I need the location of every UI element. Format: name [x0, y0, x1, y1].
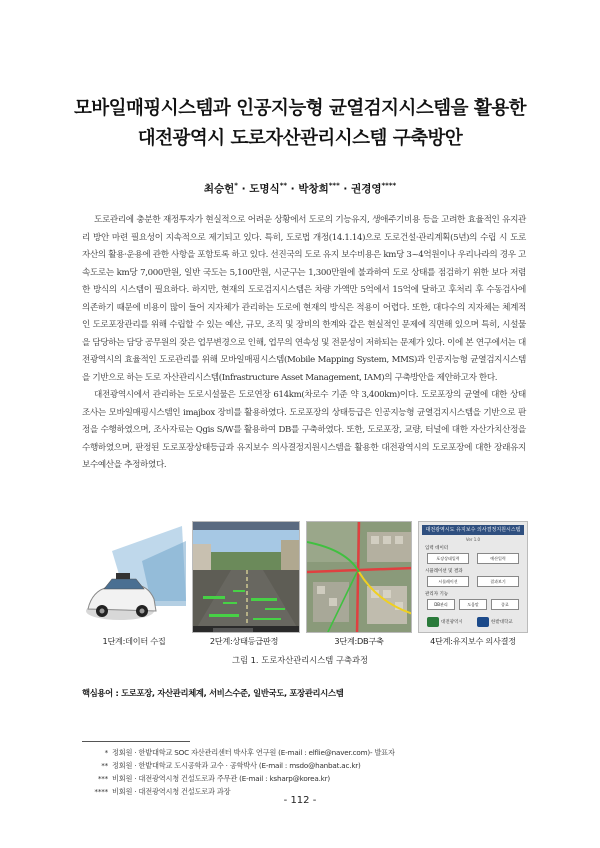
footnote-1: * 정회원 · 한밭대학교 SOC 자산관리센터 박사후 연구원 (E-mail : elflie@naver.com)- 발표자: [104, 748, 395, 757]
page-number: - 112 -: [283, 795, 317, 806]
author-name: 도명식: [249, 183, 280, 195]
ui-section-simulation: 시뮬레이션 및 결과: [425, 569, 463, 574]
footnote-3: *** 비회원 · 대전광역시청 건설도로과 주무관 (E-mail : ksharp@korea.kr): [97, 774, 330, 783]
paragraph-1: 도로관리에 충분한 재정투자가 현실적으로 어려운 상황에서 도로의 기능유지, 생애주기비용 등을 고려한 효율적인 유지관리 방안 마련 필요성이 지속적으로 제기되고 있다. 특히, 도로법 개정(14.1.14)으로 도로건설·관리계획(5년)의 수립 시 도로 자산의 활용·운용에 관한 사항을 포함토록 하고 있다. 선진국의 도로 유지 보수비용은 km당 3~4억원이나 우리나라의 경우 고속도로는 km당 7,000만원, 일반 국도는 5,100만원, 시군구는 1,300만원에 불과하여 도로 상태를 점검하기 위한 보다 저렴한 방식의 시스템이 필요하다. 하지만, 현재의 도로검지시스템은 차량 가액만 5억에서 15억에 달하고 후처리 후 수동검사에 의존하기 때문에 비용이 많이 들어 지자체가 관리하는 도로에 현재의 방식은 적용이 어렵다. 또한, 대다수의 지자체는 체계적인 도로포장관리를 위해 수립할 수 있는 예산, 규모, 조직 및 장비의 한계와 같은 현실적인 문제에 직면해 있으며 특히, 시설물을 담당하는 담당 공무원의 잦은 업무변경으로 인해, 업무의 연속성 및 전문성이 저하되는 문제가 있다. 이에 본 연구에서는 대전광역시의 효율적인 도로관리를 위해 모바일매핑시스템(Mobile Mapping System, MMS)과 인공지능형 균열검지시스템을 기반으로 하는 도로 자산관리시스템(Infrastructure Asset Management, IAM)의 구축방안을 제안하고자 한다.: [82, 215, 526, 383]
keywords-label: 핵심용어 :: [82, 688, 122, 698]
paragraph-2: 대전광역시에서 관리하는 도로시설물은 도로연장 614km(차로수 기준 약 3,400km)이다. 도로포장의 균열에 대한 상태 조사는 모바일매핑시스템인 imajbox 장비를 활용하였다. 도로포장의 상태등급은 인공지능형 균열검지시스템을 기반으로 판정을 수행하였으며, 조사자료는 Qgis S/W를 활용하여 DB를 구축하였다. 또한, 도로포장, 교량, 터널에 대한 자산가치산정을 수행하였으며, 판정된 도로포장상태등급과 유지보수 의사결정지원시스템을 활용한 대전광역시의 도로포장에 대한 장래유지보수예산을 추정하였다.: [82, 390, 526, 470]
author-affiliation-mark: *: [234, 181, 238, 190]
ui-simulation-button: 시뮬레이션: [427, 576, 469, 587]
keywords-text: 도로포장, 자산관리체계, 서비스수준, 일반국도, 포장관리시스템: [121, 688, 344, 698]
panel-2-caption: 2단계:상태등급판정: [209, 636, 279, 646]
panel-data-collection-image: [82, 521, 186, 633]
ui-exit-button: 종료: [491, 599, 519, 610]
figure-caption: 그림 1. 도로자산관리시스템 구축과정: [231, 655, 369, 665]
hanbat-logo-icon: [477, 617, 489, 627]
author-affiliation-mark: ***: [328, 181, 340, 190]
abstract-body: [82, 212, 526, 475]
author-name: 최승헌: [203, 183, 235, 195]
panel-decision-ui-image: [418, 521, 528, 633]
author-affiliation-mark: **: [279, 181, 288, 190]
ui-section-admin: 관리자 기능: [425, 592, 449, 597]
panel-4-caption: 4단계:유지보수 의사결정: [430, 636, 516, 646]
ui-budget-input-button: 예산입력: [477, 553, 519, 564]
footnote-divider: [82, 741, 190, 742]
ui-logo-daejeon: 대전광역시: [441, 620, 463, 625]
ui-pavement-input-button: 포장상태입력: [427, 553, 469, 564]
ui-header-text: 대전광역시도 유지보수 의사결정지원시스템: [425, 527, 521, 533]
ui-version: Ver 1.0: [465, 537, 481, 542]
panel-3-caption: 3단계:DB구축: [334, 636, 384, 646]
paper-title-line2: 대전광역시 도로자산관리시스템 구축방안: [137, 128, 463, 149]
keywords: [82, 687, 343, 699]
author-name: 권경영: [351, 183, 382, 195]
author-separator: ·: [287, 183, 299, 195]
author-separator: ·: [339, 183, 352, 195]
footnote-4: **** 비회원 · 대전광역시청 건설도로과 과장: [94, 787, 231, 796]
ui-db-button: DB관리: [427, 599, 455, 610]
panel-db-map-image: [306, 521, 412, 633]
daejeon-logo-icon: [427, 617, 439, 627]
ui-results-button: 결과보기: [477, 576, 519, 587]
author-separator: ·: [237, 183, 250, 195]
author-name: 박창희: [298, 183, 329, 195]
panel-1-caption: 1단계:데이터 수집: [102, 636, 166, 646]
panel-crack-detection-image: [192, 521, 300, 633]
ui-logo-hanbat: 한밭대학교: [491, 620, 513, 625]
paper-title-line1: 모바일매핑시스템과 인공지능형 균열검지시스템을 활용한: [73, 98, 527, 119]
footnote-2: ** 정회원 · 한밭대학교 도시공학과 교수 · 공학박사 (E-mail : msdo@hanbat.ac.kr): [101, 761, 361, 770]
ui-section-input: 입력 데이터: [425, 546, 449, 551]
ui-help-button: 도움말: [459, 599, 487, 610]
figure-1: [82, 521, 528, 633]
author-affiliation-mark: ****: [381, 181, 397, 190]
author-list: [0, 181, 600, 196]
